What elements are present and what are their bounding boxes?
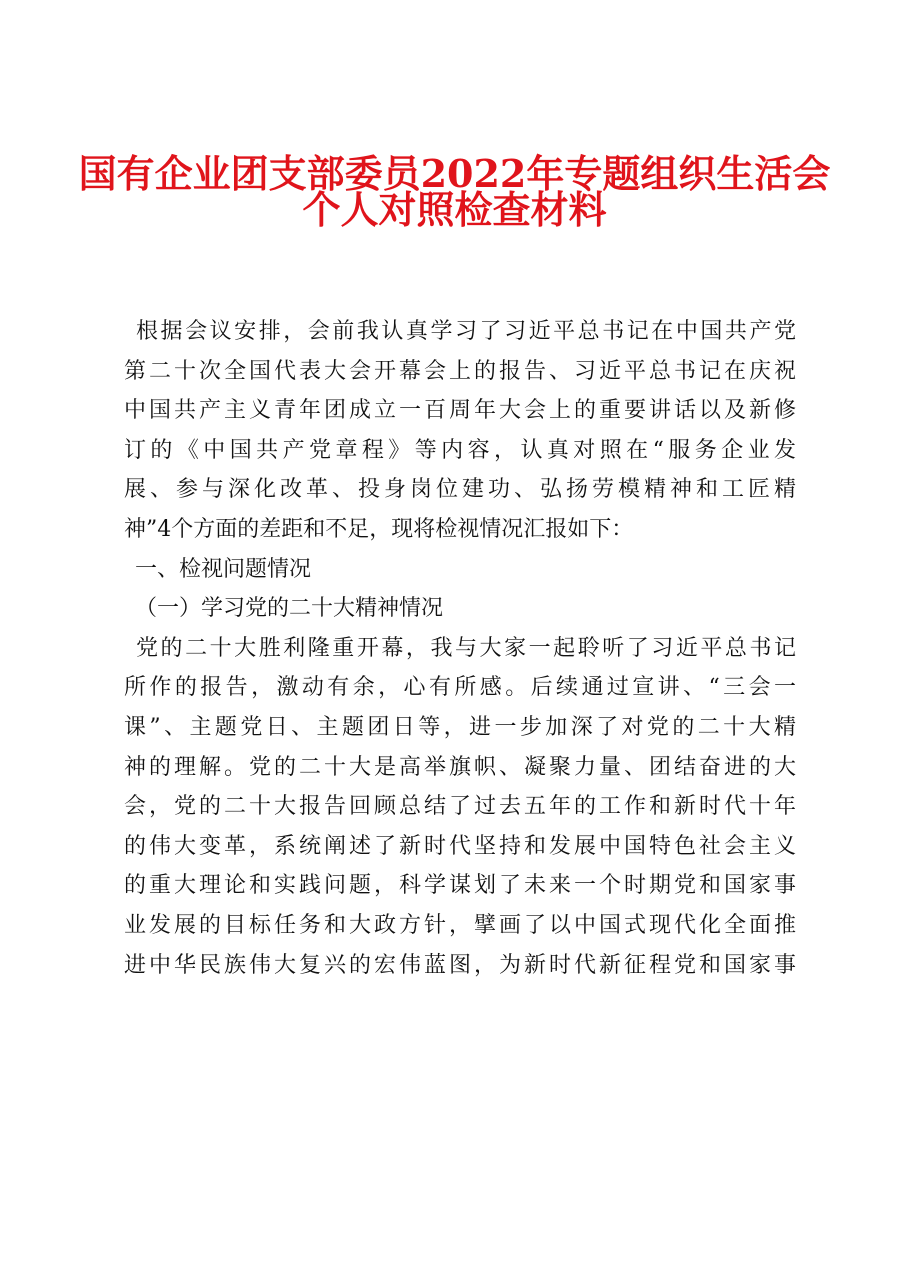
document-title-line-1: 国有企业团支部委员2022年专题组织生活会: [78, 151, 831, 196]
subsection-heading: （一）学习党的二十大精神情况: [135, 596, 444, 622]
section-heading: 一、检视问题情况: [135, 556, 312, 582]
paragraph-line: 业发展的目标任务和大政方针，擘画了以中国式现代化全面推: [124, 912, 796, 938]
paragraph-line: 第二十次全国代表大会开幕会上的报告、习近平总书记在庆祝: [124, 358, 796, 384]
paragraph-line: 根据会议安排，会前我认真学习了习近平总书记在中国共产党: [136, 319, 796, 344]
paragraph-line: 进中华民族伟大复兴的宏伟蓝图，为新时代新征程党和国家事: [124, 952, 796, 978]
paragraph-line: 所作的报告，激动有余，心有所感。后续通过宣讲、“三会一: [124, 675, 796, 701]
paragraph-line: 会，党的二十大报告回顾总结了过去五年的工作和新时代十年: [124, 794, 796, 820]
document-title-line-2: 个人对照检查材料: [302, 187, 607, 232]
paragraph-line: 党的二十大胜利隆重开幕，我与大家一起聆听了习近平总书记: [136, 635, 796, 661]
paragraph-intro: [124, 312, 796, 550]
paragraph-line: 的伟大变革，系统阐述了新时代坚持和发展中国特色社会主义: [124, 833, 796, 859]
paragraph-line: 展、参与深化改革、投身岗位建功、弘扬劳模精神和工匠精: [124, 477, 796, 503]
paragraph-line: 订的《中国共产党章程》等内容，认真对照在“服务企业发: [124, 437, 796, 463]
paragraph-line: 中国共产主义青年团成立一百周年大会上的重要讲话以及新修: [124, 398, 796, 424]
paragraph-study: [124, 629, 796, 985]
paragraph-line: 课”、主题党日、主题团日等，进一步加深了对党的二十大精: [124, 714, 796, 740]
document-body: [124, 312, 796, 985]
paragraph-line: 神”4个方面的差距和不足，现将检视情况汇报如下：: [124, 516, 634, 542]
paragraph-line: 神的理解。党的二十大是高举旗帜、凝聚力量、团结奋进的大: [124, 754, 796, 780]
paragraph-line: 的重大理论和实践问题，科学谋划了未来一个时期党和国家事: [124, 873, 796, 899]
